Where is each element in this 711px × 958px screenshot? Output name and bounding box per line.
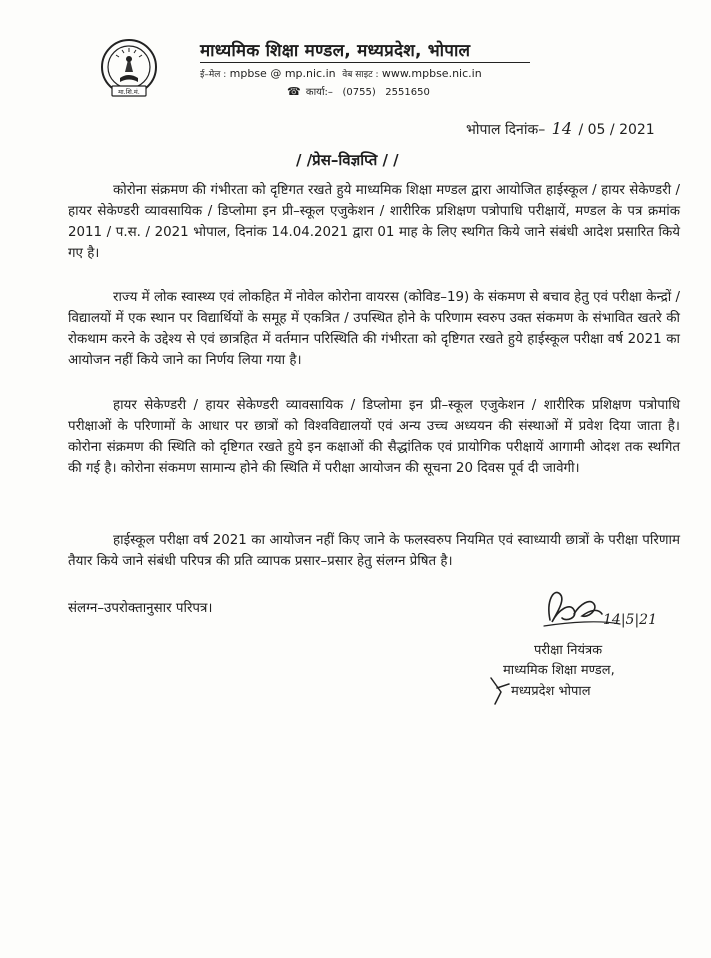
handwritten-signature [540,580,690,642]
paragraph-2: राज्य में लोक स्वास्थ्य एवं लोकहित में नोवेल कोरोना वायरस (कोविड–19) के संकमण से बचाव हेतु एवं परीक्षा केन्द्रों / विद्यालयों में एक स्थान पर विद्यार्थियों के समूह में एकत्रित / उपस्थित होने के परिणाम स्वरुप उक्त संकमण के संभावित खतरे की रोकथाम करने के उद्देश्य से एवं छात्रहित में वर्तमान परिस्थिति की गंभीरता को दृष्टिगत रखते हुये हाईस्कूल परीक्षा वर्ष 2021 का आयोजन नहीं किये जाने का निर्णय लिया गया है। [68,290,680,368]
email-label: ई–मेल : [200,70,227,80]
header-underline [200,62,530,63]
logo-caption: मा.शि.मं. [118,88,140,96]
signatory-place: मध्यप्रदेश भोपाल [511,684,591,699]
website-label: वेब साइट : [342,70,379,80]
document-date [466,119,655,139]
organization-name: माध्यमिक शिक्षा मण्डल, मध्यप्रदेश, भोपाल [200,41,471,61]
paragraph-1: कोरोना संक्रमण की गंभीरता को दृष्टिगत रखते हुये माध्यमिक शिक्षा मण्डल द्वारा आयोजित हाईस्कूल / हायर सेकेण्डरी / हायर सेकेण्डरी व्यावसायिक / डिप्लोमा इन प्री–स्कूल एजुकेशन / शारीरिक प्रशिक्षण पत्रोपाधि परीक्षायें, मण्डल के पत्र क्रमांक 2011 / प.स. / 2021 भोपाल, दिनांक 14.04.2021 द्वारा 01 माह के लिए स्थगित किये जाने संबंधी आदेश प्रसारित किये गए है। [68,183,680,261]
date-label: भोपाल दिनांक– [466,122,546,138]
email-address: mpbse @ mp.nic.in [229,67,336,80]
date-day-handwritten: 14 [551,119,573,138]
enclosure-note: संलग्न–उपरोक्तानुसार परिपत्र। [68,601,213,616]
signatory-organization: माध्यमिक शिक्षा मण्डल, [503,663,615,678]
paragraph-4: हाईस्कूल परीक्षा वर्ष 2021 का आयोजन नहीं किए जाने के फलस्वरुप नियमित एवं स्वाध्यायी छात्रों के परीक्षा परिणाम तैयार किये जाने संबंधी परिपत्र की प्रति व्यापक प्रसार–प्रसार हेतु संलग्न प्रेषित है। [68,533,680,569]
phone-number: 2551650 [385,87,430,98]
signature-date: 14|5|21 [603,612,657,628]
paragraph-3: हायर सेकेण्डरी / हायर सेकेण्डरी व्यावसायिक / डिप्लोमा इन प्री–स्कूल एजुकेशन / शारीरिक प्रशिक्षण पत्रोपाधि परीक्षाओं के परिणामों के आधार पर छात्रों को विश्वविद्यालयों एवं अन्य उच्च अध्ययन की संस्थाओं में प्रवेश दिया जाता है। कोरोना संक्रमण की स्थिति को दृष्टिगत रखते हुये इन कक्षाओं की सैद्धांतिक एवं प्रायोगिक परीक्षायें आगामी ओदश तक स्थगित की गई है। कोरोना संकमण सामान्य होने की स्थिति में परीक्षा आयोजन की सूचना 20 दिवस पूर्व दी जावेगी। [68,398,680,476]
handwritten-tick-mark [487,670,513,706]
signatory-designation: परीक्षा नियंत्रक [534,643,603,658]
press-release-title: / /प्रेस–विज्ञप्ति / / [296,151,399,169]
telephone-icon: ☎ [287,85,301,98]
phone-code: (0755) [342,87,376,98]
website-address: www.mpbse.nic.in [381,67,482,80]
contact-email-website [200,67,482,80]
contact-phone [287,84,430,98]
board-emblem-logo [98,38,160,100]
date-month-year: / 05 / 2021 [578,122,655,138]
phone-label: कार्या:– [305,87,333,98]
